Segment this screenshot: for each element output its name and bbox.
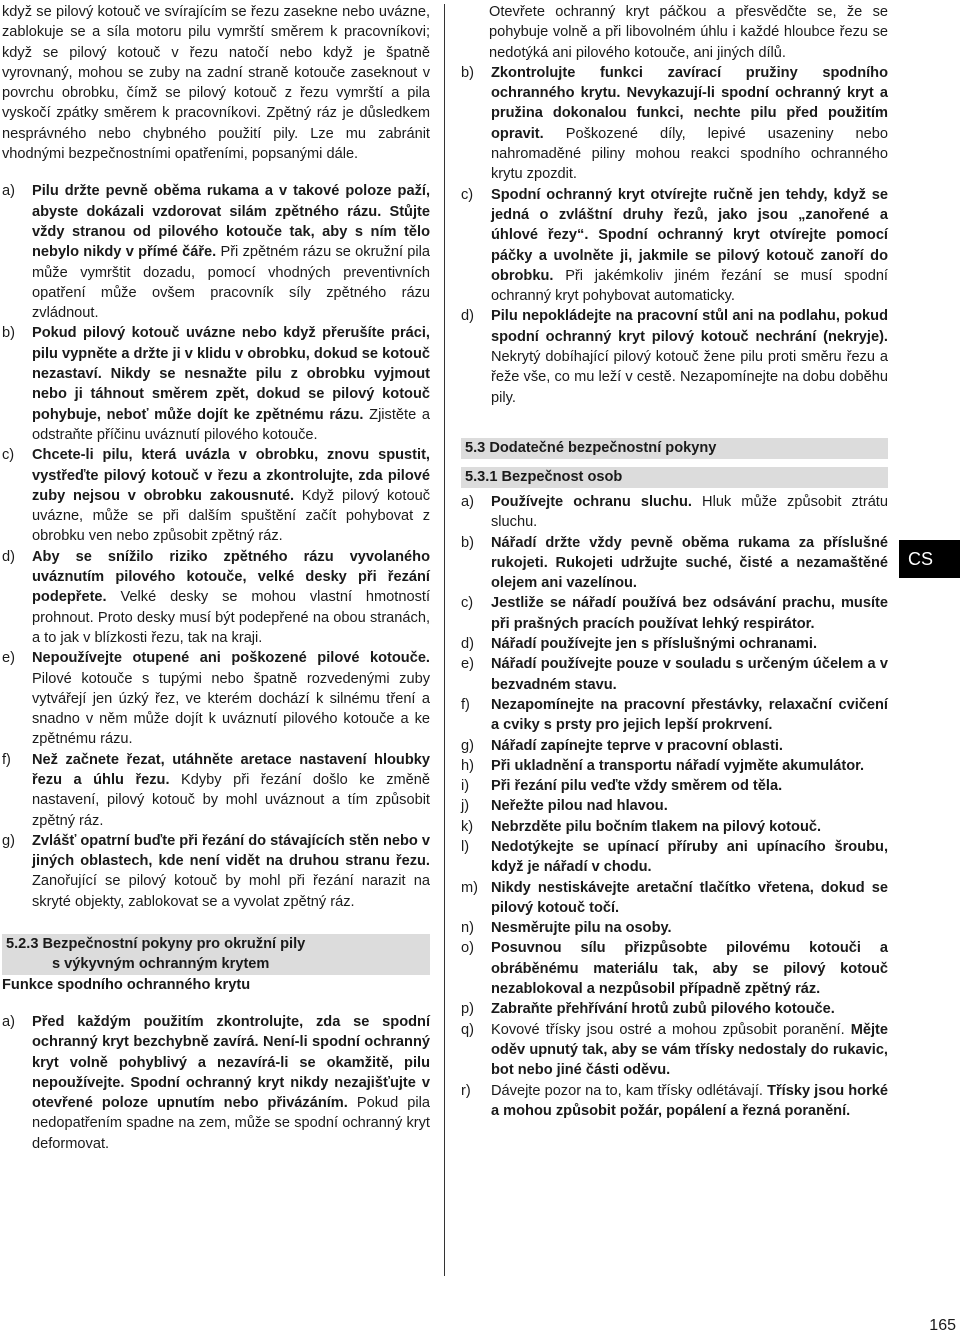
section-heading-5-3-1: 5.3.1 Bezpečnost osob xyxy=(461,467,888,488)
list-item: o) Posuvnou sílu přizpůsobte pilovému kotouči a obráběnému materiálu tak, aby se pilový kotouč nezablokoval a nezpůsobil případně zpětný ráz. xyxy=(461,940,888,998)
subheading-lower-guard: Funkce spodního ochranného krytu xyxy=(2,976,251,993)
list-item: c) Chcete-li pilu, která uvázla v obrobku, znovu spustit, vystřeďte pilový kotouč v řezu a zkontrolujte, zda pilové zuby nejsou v obrobku zakousnuté. Když pilový kotouč uvázne, může se při dalším spuštění začít pohybovat z obrobku ven nebo způsobit zpětný ráz. xyxy=(2,447,431,545)
list-item: c) Jestliže se nářadí používá bez odsávání prachu, musíte při prašných pracích používat lehký respirátor. xyxy=(461,595,888,632)
section-heading-5-3: 5.3 Dodatečné bezpečnostní pokyny xyxy=(461,438,888,459)
list-item: h) Při ukladnění a transportu nářadí vyjměte akumulátor. xyxy=(461,757,865,774)
list-item: q) Kovové třísky jsou ostré a mohou způsobit poranění. Mějte oděv upnutý tak, aby se vám třísky nedostaly do rukavic, bot nebo jiné části oděvu. xyxy=(461,1021,888,1079)
list-item: g) Zvlášť opatrní buďte při řezání do stávajících stěn nebo v jiných oblastech, kde není vidět na druhou stranu řezu. Zanořující se pilový kotouč by mohl při řezání narazit na skryté objekty, zablokovat se a vyvolat zpětný ráz. xyxy=(2,832,430,910)
intro-paragraph: když se pilový kotouč ve svírajícím se řezu zasekne nebo uvázne, zablokuje se a síla motoru pilu vymrští směrem k pracovníkovi; když se pilový kotouč v řezu natočí nebo když je špatně vyrovnaný, mohou se zuby na zadní straně kotouče zaseknout v povrchu obrobku, čímž se pilový kotouč z řezu vymrští a pila vyskočí zpátky směrem k pracovníkovi. Zpětný ráz je důsledkem nesprávného nebo chybného použití pily. Lze mu zabránit vhodnými bezpečnostními opatřeními, popsanými dále. xyxy=(2,4,430,163)
list-item: a) Pilu držte pevně oběma rukama a v takové poloze paží, abyste dokázali vzdorovat silám zpětného rázu. Stůjte vždy stranou od pilového kotouče tak, aby s ním tělo nebylo nikdy v přímé čáře. Při zpětném rázu se okružní pila může vymrštit dozadu, pomocí vhodných preventivních opatření může ovšem pracovník síly zpětného rázu zvládnout. xyxy=(2,183,431,322)
page-number: 165 xyxy=(929,1317,956,1334)
guard-list-continued xyxy=(461,63,888,408)
list-item: k) Nebrzděte pilu bočním tlakem na pilový kotouč. xyxy=(461,818,822,835)
list-item: d) Nářadí používejte jen s příslušnými ochranami. xyxy=(461,636,818,653)
list-item: b) Nářadí držte vždy pevně oběma rukama za příslušné rukojeti. Rukojeti udržujte suché, čisté a nezamaštěné olejem ani vazelínou. xyxy=(461,534,888,592)
section-heading-5-2-3: 5.2.3 Bezpečnostní pokyny pro okružní pily s výkyvným ochranným krytem xyxy=(2,934,430,975)
column-divider xyxy=(444,4,445,1276)
personal-safety-list xyxy=(461,492,888,1121)
list-item: m) Nikdy nestiskávejte aretační tlačítko vřetena, dokud se pilový kotouč točí. xyxy=(461,879,888,916)
list-item: g) Nářadí zapínejte teprve v pracovní oblasti. xyxy=(461,737,783,754)
list-item: e) Nářadí používejte pouze v souladu s určeným účelem a v bezvadném stavu. xyxy=(461,656,888,693)
list-item: i) Při řezání pilu veďte vždy směrem od těla. xyxy=(461,778,783,795)
list-item: a) Před každým použitím zkontrolujte, zda se spodní ochranný kryt bezchybně zavírá. Není-li spodní ochranný kryt volně pohyblivý a nezavírá-li se okamžitě, pilu nepoužívejte. Spodní ochranný kryt nikdy nezajišťujte v otevřené poloze upnutím nebo přivázáním. Pokud pila nedopatřením spadne na zem, může se spodní ochranný kryt deformovat. xyxy=(2,1013,430,1152)
list-item: a) Používejte ochranu sluchu. Hluk může způsobit ztrátu sluchu. xyxy=(461,493,888,531)
list-item: d) Pilu nepokládejte na pracovní stůl ani na podlahu, pokud spodní ochranný kryt pilový kotouč nechrání (nekryje). Nekrytý dobíhající pilový kotouč žene pilu proti směru řezu a řeže vše, co mu leží v cestě. Nezapomínejte na dobu doběhu pily. xyxy=(461,308,888,406)
list-item: f) Nezapomínejte na pracovní přestávky, relaxační cvičení a cviky s prsty pro jejich lepší prokrvení. xyxy=(461,696,888,734)
list-item: d) Aby se snížilo riziko zpětného rázu vyvolaného uváznutím pilového kotouče, velké desky při řezání podepřete. Velké desky se mohou vlastní hmotností prohnout. Proto desky musí být podepřené na obou stranách, a to jak v blízkosti řezu, tak na kraji. xyxy=(2,548,430,646)
list-item: r) Dávejte pozor na to, kam třísky odlétávají. Třísky jsou horké a mohou způsobit požár, popálení a řezná poranění. xyxy=(461,1082,889,1119)
right-column xyxy=(461,2,888,1121)
list-item: n) Nesměrujte pilu na osoby. xyxy=(461,920,672,937)
guard-list xyxy=(2,1012,430,1154)
list-item: b) Zkontrolujte funkci zavírací pružiny spodního ochranného krytu. Nevykazují-li spodní ochranný kryt a pružina dokonalou funkci, nechte pilu před použitím opravit. Poškozené díly, lepivé usazeniny nebo nahromaděné piliny mohou reakci spodního ochranného krytu zpozdit. xyxy=(461,64,888,183)
list-item: c) Spodní ochranný kryt otvírejte ručně jen tehdy, když se jedná o zvláštní druhy řezů, jako jsou „zanořené a úhlové řezy“. Spodní ochranný kryt otvírejte pomocí páčky a uvolněte ji, jakmile se pilový kotouč zanoří do obrobku. Při jakémkoliv jiném řezání se musí spodní ochranný kryt pohybovat automaticky. xyxy=(461,186,888,305)
list-item: f) Než začnete řezat, utáhněte aretace nastavení hloubky řezu a úhlu řezu. Kdyby při řezání došlo ke změně nastavení, pilový kotouč by mohl uváznout a tím způsobit zpětný ráz. xyxy=(2,751,430,829)
language-tab: CS xyxy=(899,540,960,578)
list-item-continued: Otevřete ochranný kryt páčkou a přesvědčte se, že se pohybuje volně a při libovolném úhlu i každé hloubce řezu se nedotýká ani pilového kotouče, ani jiných dílů. xyxy=(489,4,888,61)
list-item: l) Nedotýkejte se upínací příruby ani upínacího šroubu, když je nářadí v chodu. xyxy=(461,838,888,876)
left-column xyxy=(2,2,430,1154)
list-item: b) Pokud pilový kotouč uvázne nebo když přerušíte práci, pilu vypněte a držte ji v klidu v obrobku, dokud se kotouč nezastaví. Nikdy se nesnažte pilu z obrobku vyjmout nebo ji táhnout směrem zpět, dokud se pilový kotouč pohybuje, neboť může dojít ke zpětnému rázu. Zjistěte a odstraňte příčinu uváznutí pilového kotouče. xyxy=(2,325,430,443)
list-item: j) Neřežte pilou nad hlavou. xyxy=(461,798,668,815)
list-item: p) Zabraňte přehřívání hrotů zubů pilového kotouče. xyxy=(461,1001,835,1018)
kickback-list xyxy=(2,181,430,912)
list-item: e) Nepoužívejte otupené ani poškozené pilové kotouče. Pilové kotouče s tupými nebo špatně rozvedenými zuby vytvářejí jen úzký řez, ve kterém dochází k silnému tření a snadno v něm může dojít k uváznutí pilového kotouče a ke zpětnému rázu. xyxy=(2,650,430,748)
